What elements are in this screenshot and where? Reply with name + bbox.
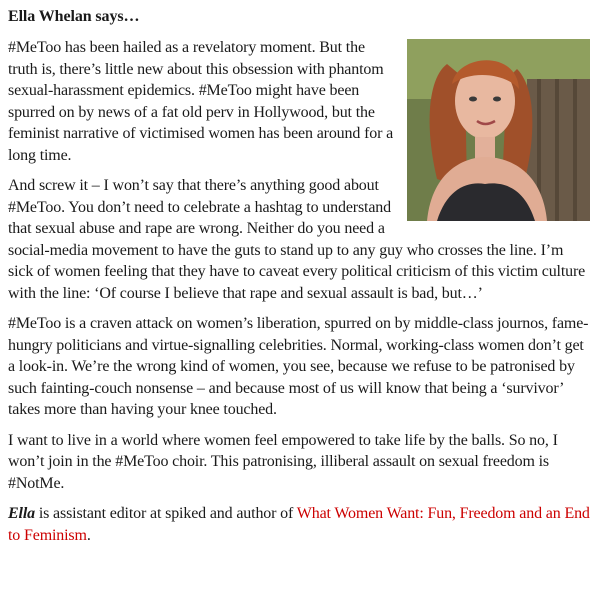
- bio-text: is assistant editor at spiked and author of: [34, 505, 297, 522]
- paragraph-1-text: #MeToo has been hailed as a revelatory moment. But the truth is, there’s little new about this obsession with phantom sexual-harassment epidemics. #MeToo might have been spurred on by news of a fat old perv in Hollywood, but the feminist narrative of victimised women has been around for a long time.: [8, 39, 394, 164]
- paragraph-4: I want to live in a world where women feel empowered to take life by the balls. So no, I won’t join in the #MeToo choir. This patronising, illiberal assault on sexual freedom is #NotMe.: [8, 431, 558, 492]
- paragraph-2: And screw it – I won’t say that there’s anything good about #MeToo. You don’t need to celebrate a hashtag to understand that sexual abuse and rape are wrong. Neither do you need a social-media movement to have the guts to stand up to any guy who crosses the line. I’m sick of women feeling that they have to caveat every political criticism of this victim culture with the line: ‘Of course I believe that rape and sexual assault is bad, but…’: [8, 177, 586, 302]
- bio-end: .: [86, 526, 91, 544]
- paragraph-1: [8, 37, 590, 166]
- paragraph-3: #MeToo is a craven attack on women’s liberation, spurred on by middle-class journos, fame-hungry politicians and virtue-signalling celebrities. Normal, working-class women don’t get a look-in. We’re the wrong kind of women, you see, because we refuse to be patronised by such fainting-couch nonsense – and because most of us will know that being a ‘survivor’ takes more than having your knee touched.: [8, 315, 589, 418]
- book-title-link[interactable]: What Women Want: Fun, Freedom and an End to Feminism: [8, 505, 590, 544]
- author-portrait-icon: [407, 39, 590, 221]
- byline: Ella Whelan says…: [8, 8, 140, 25]
- author-bio: [8, 503, 590, 546]
- bio-author-name: Ella: [8, 505, 35, 522]
- article: [8, 6, 590, 555]
- author-photo: [407, 39, 590, 221]
